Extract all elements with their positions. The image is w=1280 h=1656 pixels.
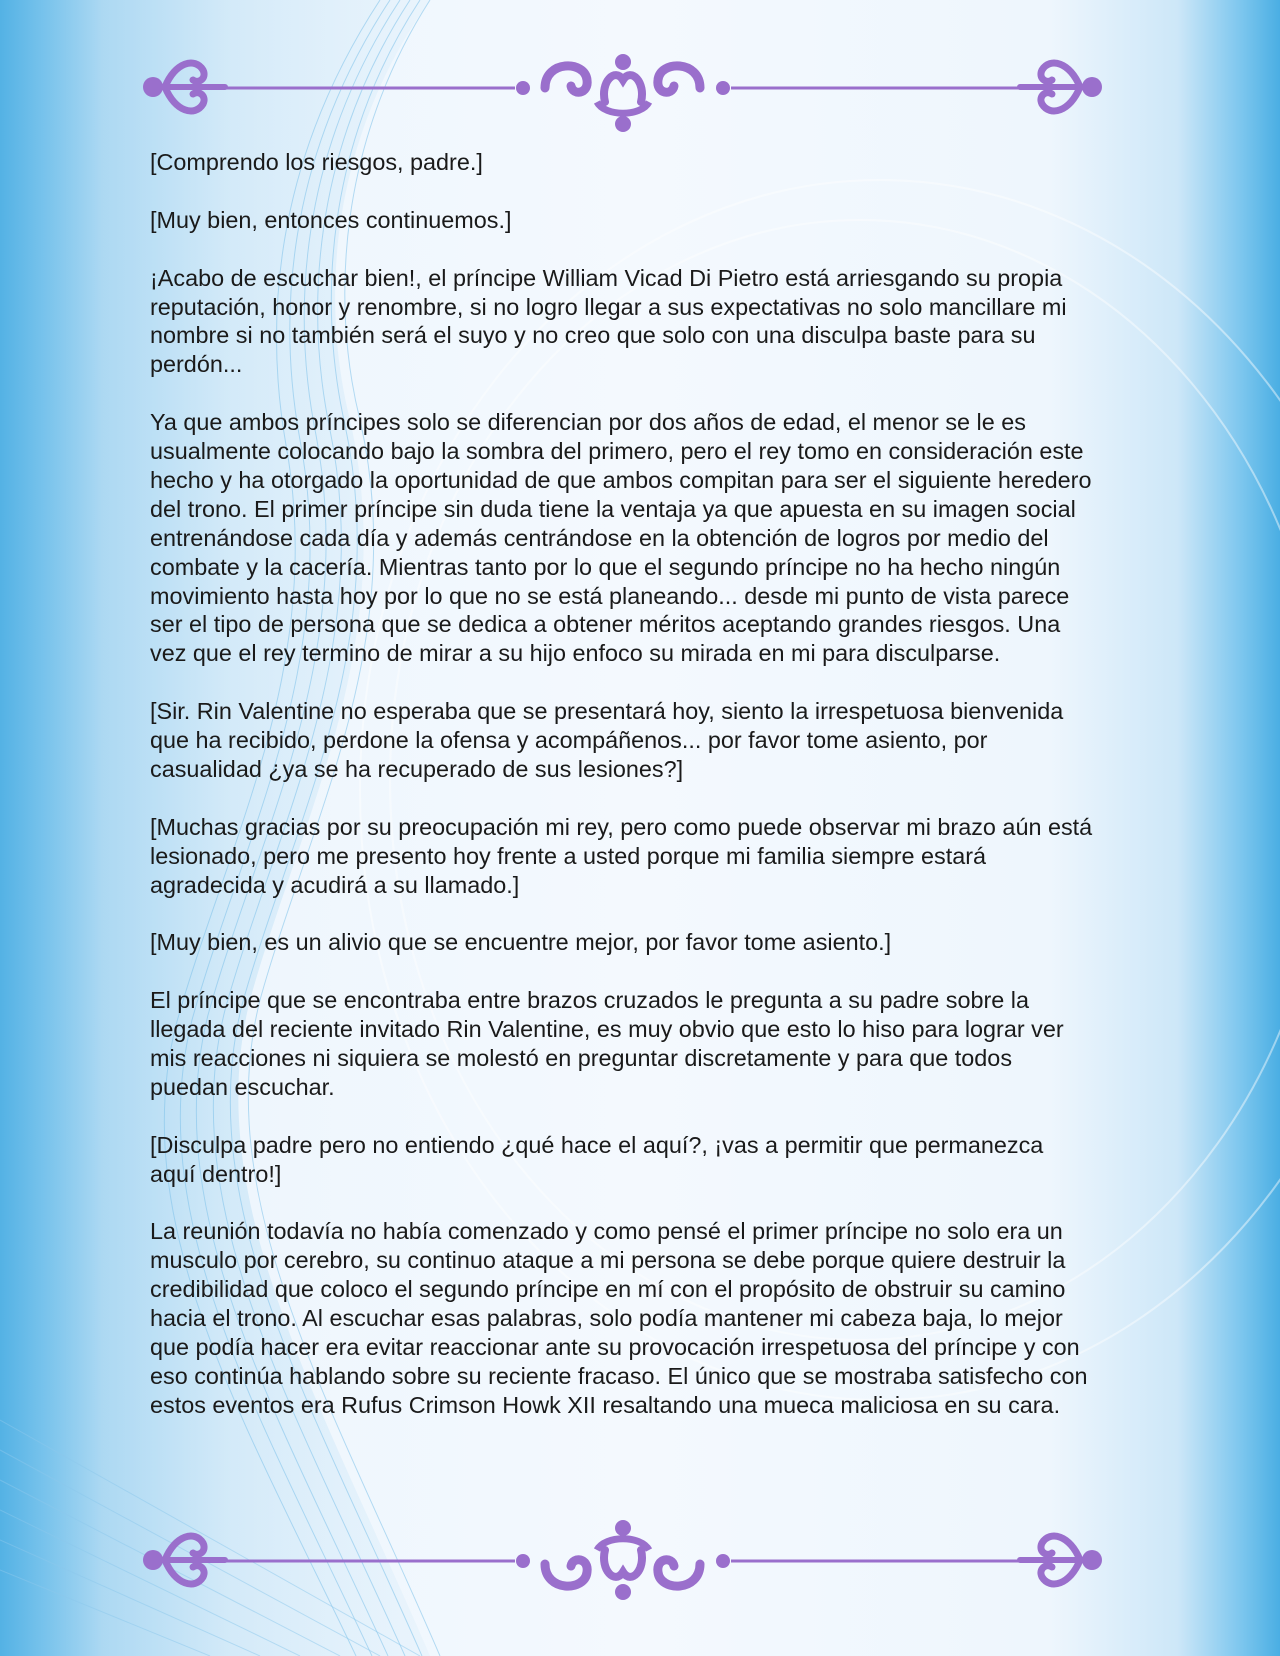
paragraph: La reunión todavía no había comenzado y como pensé el primer príncipe no solo era un musculo por cerebro, su continuo ataque a mi persona se debe porque quiere destruir la credibilidad que coloco el segundo príncipe en mí con el propósito de obstruir su camino hacia el trono. Al escuchar esas palabras, solo podía mantener mi cabeza baja, lo mejor que podía hacer era evitar reaccionar ante su provocación irrespetuosa del príncipe y con eso continúa hablando sobre su reciente fracaso. El único que se mostraba satisfecho con estos eventos era Rufus Crimson Howk XII resaltando una mueca maliciosa en su cara.: [150, 1218, 1088, 1418]
document-body: [150, 148, 1095, 1449]
paragraph: Ya que ambos príncipes solo se diferencian por dos años de edad, el menor se le es usualmente colocando bajo la sombra del primero, pero el rey tomo en consideración este hecho y ha otorgado la oportunidad de que ambos compitan para ser el siguiente heredero del trono. El primer príncipe sin duda tiene la ventaja ya que apuesta en su imagen social entrenándose cada día y además centrándose en la obtención de logros por medio del combate y la cacería. Mientras tanto por lo que el segundo príncipe no ha hecho ningún movimiento hasta hoy por lo que no se está planeando... desde mi punto de vista parece ser el tipo de persona que se dedica a obtener méritos aceptando grandes riesgos. Una vez que el rey termino de mirar a su hijo enfoco su mirada en mi para disculparse.: [150, 409, 1092, 667]
paragraph: El príncipe que se encontraba entre brazos cruzados le pregunta a su padre sobre la llegada del reciente invitado Rin Valentine, es muy obvio que esto lo hiso para lograr ver mis reacciones ni siquiera se molestó en preguntar discretamente y para que todos puedan escuchar.: [150, 987, 1064, 1100]
paragraph: [Muy bien, es un alivio que se encuentre mejor, por favor tome asiento.]: [150, 929, 892, 956]
flourish-divider-icon: [135, 1512, 1110, 1612]
paragraph: [Muy bien, entonces continuemos.]: [150, 206, 512, 233]
flourish-divider-icon: [135, 42, 1110, 142]
paragraph: [Sir. Rin Valentine no esperaba que se presentará hoy, siento la irrespetuosa bienvenida que ha recibido, perdone la ofensa y acompáñenos... por favor tome asiento, por casualidad ¿ya se ha recuperado de sus lesiones?]: [150, 698, 1064, 782]
paragraph: [Disculpa padre pero no entiendo ¿qué hace el aquí?, ¡vas a permitir que permanezca aquí dentro!]: [150, 1131, 1044, 1187]
paragraph: ¡Acabo de escuchar bien!, el príncipe William Vicad Di Pietro está arriesgando su propia reputación, honor y renombre, si no logro llegar a sus expectativas no solo mancillare mi nombre si no también será el suyo y no creo que solo con una disculpa baste para su perdón...: [150, 264, 1067, 378]
paragraph: [Muchas gracias por su preocupación mi rey, pero como puede observar mi brazo aún está lesionado, pero me presento hoy frente a usted porque mi familia siempre estará agradecida y acudirá a su llamado.]: [150, 813, 1093, 898]
paragraph: [Comprendo los riesgos, padre.]: [150, 149, 483, 175]
